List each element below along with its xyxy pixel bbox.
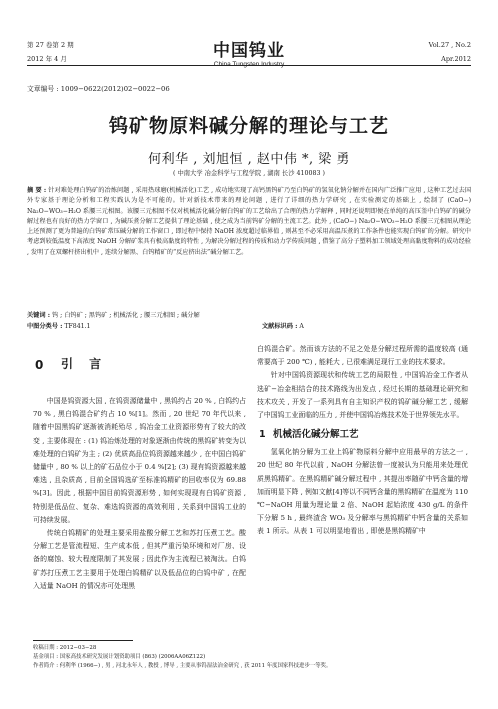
- article-number: 文章编号 : 1009−0622(2012)02−0022−06: [27, 85, 170, 93]
- header-volume-en: Vol.27 , No.2: [428, 41, 471, 49]
- right-column: [257, 343, 468, 633]
- right-paragraph-2: 针对中国钨资源现状和传统工艺的局限性 , 中国钨冶金工作者从选矿−冶金相结合的技术路线为出发点 , 经过长期的基础理论研究和技术攻关 , 开发了一系列具有自主知识产权的钨矿碱分解工艺 , 缓解了中国钨工业面临的压力 , 并使中国钨冶炼技术处于世界领先水平。: [257, 371, 468, 420]
- paper-title: 钨矿物原料碱分解的理论与工艺: [108, 115, 389, 137]
- section-0-title: 引 言: [61, 357, 108, 371]
- doc-label: 文献标识码 :: [262, 323, 298, 330]
- clc-label: 中图分类号 :: [27, 323, 63, 330]
- header-rule: [27, 65, 471, 66]
- footnote-rule: [33, 640, 133, 641]
- document-code: [262, 322, 304, 332]
- section-0-number: 0: [35, 358, 44, 372]
- intro-paragraph-2: 传统白钨精矿的处理主要采用盐酸分解工艺和苏打压煮工艺。酸分解工艺是管流程短、生产成本低 , 但其严重污染环境和对厂房、设备的腐蚀、较大程度限制了其发展 ; 因此作为主流程已被淘汰。白钨矿苏打压煮工艺主要用于处理白钨精矿以及低品位的白钨中矿 , 在配入适量 NaOH 的情况亦可处理黑: [33, 529, 246, 590]
- journal-title-en: China Tungsten Industry: [213, 61, 285, 68]
- footnote-received: 收稿日期 : 2012−03−28: [33, 645, 97, 651]
- abstract: [27, 186, 471, 309]
- intro-paragraph-1: 中国是钨资源大国 , 在钨资源储量中 , 黑钨约占 20 % , 白钨约占 70 % , 黑白钨混合矿约占 10 %[1]。然而 , 20 世纪 70 年代以来 , 随着中国黑钨矿逐渐被消耗殆尽 , 钨冶金工业资源形势有了较大的改变 , 主要体现在 : (1) 钨冶炼处理的对象逐渐由传统的黑钨矿转变为以难处理的白钨矿为主 ; (2) 优质高品位钨资源越来越少 , 在中国白钨矿储量中 , 80 % 以上的矿石品位小于 0.4 %[2]; (3) 现有钨资源越来越难选 , 且杂质高 , 目前全国钨选矿至标准钨精矿的回收率仅为 69.88 %[3]。因此 , 根据中国目前钨资源形势 , 如何实现现有白钨矿资源 , 特别是低品位、复杂、难选钨资源的高效利用 , 关系到中国钨工业的可持续发展。: [33, 397, 246, 524]
- footnote-fund: 基金项目 : 国家高技术研究发展计划资助项目 (863) (2006AA06Z122): [33, 654, 206, 660]
- section-0-heading: [33, 343, 246, 395]
- doc-value: A: [299, 323, 304, 330]
- footnote-author: 作者简介 : 何利华 (1966−) , 男 , 河北永年人 , 教授 , 博导 , 主要从事钨湿法冶金研究 , 获 2011 年度国家科技进步一等奖。: [33, 663, 332, 669]
- right-paragraph-1: 白钨混合矿。然而该方法的不足之处是分解过程所需的温度较高 (通常要高于 200 ℃) , 能耗大 , 已很难满足现行工业的技术要求。: [257, 345, 468, 367]
- keywords: [27, 311, 471, 321]
- section-1-paragraph: 氢氧化钠分解为工业上钨矿物原料分解中应用最早的方法之一 , 20 世纪 80 年代以前 , NaOH 分解法曾一度被认为只能用来处理优质黑钨精矿。在黑钨精矿碱分解过程中 , 其提出率随矿中钙含量的增加而明显下降 , 例如文献[4]等以不同钙含量的黑钨精矿在温度为 110 ℃−NaOH 用量为理论量 2 倍、NaOH 起始浓度 430 g/L 的条件下分解 5 h , 最终渣含 WO₃ 及分解率与黑钨精矿中钙含量的关系如表 1 所示。从表 1 可以明显地看出 , 即使是黑钨精矿中: [257, 448, 468, 536]
- abstract-text: 针对难处理白钨矿的冶炼问题 , 采用热球磨(机械活化)工艺 , 成功地实现了高钙黑钨矿乃至白钨矿的氢氧化钠分解并在国内广泛推广应用 , 这种工艺过去国外专家基于理论分析和工程实践认为是不可能的。针对新技术带来的理论问题 , 进行了详细的热力学研究 , 在实验测定的基础上 , 绘制了 (CaO−) Na₂O−WO₃−H₂O 系腰三元相图。该腰三元相图不仅对机械活化碱分解白钨矿的工艺给出了合理的热力学解释 , 同时还说明即便在单纯的高压釜中白钨矿的碱分解过程也有良好的热力学窗口 , 为碱压煮分解工艺提供了理论基础 , 使之成为当前钨矿分解的主流工艺。此外 , (CaO−) Na₂O−WO₃−H₂O 系腰三元相图从理论上还预测了更为普遍的白钨矿常压碱分解的工作窗口 , 即过程中保持 NaOH 浓度超过临界值 , 则甚至不必采用高温压煮的工作条件也能实现白钨矿的分解。研究中考虑到较低温度下高浓度 NaOH 分解矿浆具有极高黏度的特性 , 为解决分解过程的传质和动力学传质问题 , 借鉴了高分子塑料加工领域处理高黏度物料的成功经验 , 发明了在双螺杆挤出机中 , 连续分解黑、白钨精矿的“反应挤出法”碱分解工艺。: [27, 187, 471, 256]
- journal-logo: [182, 36, 316, 68]
- clc-value: TF841.1: [64, 323, 91, 330]
- journal-title-cn: 中国钨业: [213, 41, 285, 61]
- header-volume-cn: 第 27 卷第 2 期: [27, 41, 74, 49]
- header-date-cn: 2012 年 4 月: [27, 55, 67, 63]
- clc-number: [27, 322, 91, 332]
- keywords-label: 关键词 :: [27, 312, 51, 319]
- affiliation: ( 中南大学 冶金科学与工程学院 , 湖南 长沙 410083 ): [172, 170, 325, 177]
- header-date-en: Apr.2012: [441, 55, 471, 63]
- section-1-heading: [257, 422, 468, 446]
- section-1-title: 机械活化碱分解工艺: [273, 429, 359, 441]
- abstract-label: 摘 要 :: [27, 187, 47, 194]
- keywords-text: 钨 ; 白钨矿 ; 黑钨矿 ; 机械活化 ; 腰三元相图 ; 碱分解: [51, 312, 200, 319]
- left-column: [33, 343, 246, 633]
- section-1-number: 1: [259, 429, 266, 441]
- authors: 何利华 , 刘旭恒 , 赵中伟 *, 梁 勇: [148, 152, 350, 167]
